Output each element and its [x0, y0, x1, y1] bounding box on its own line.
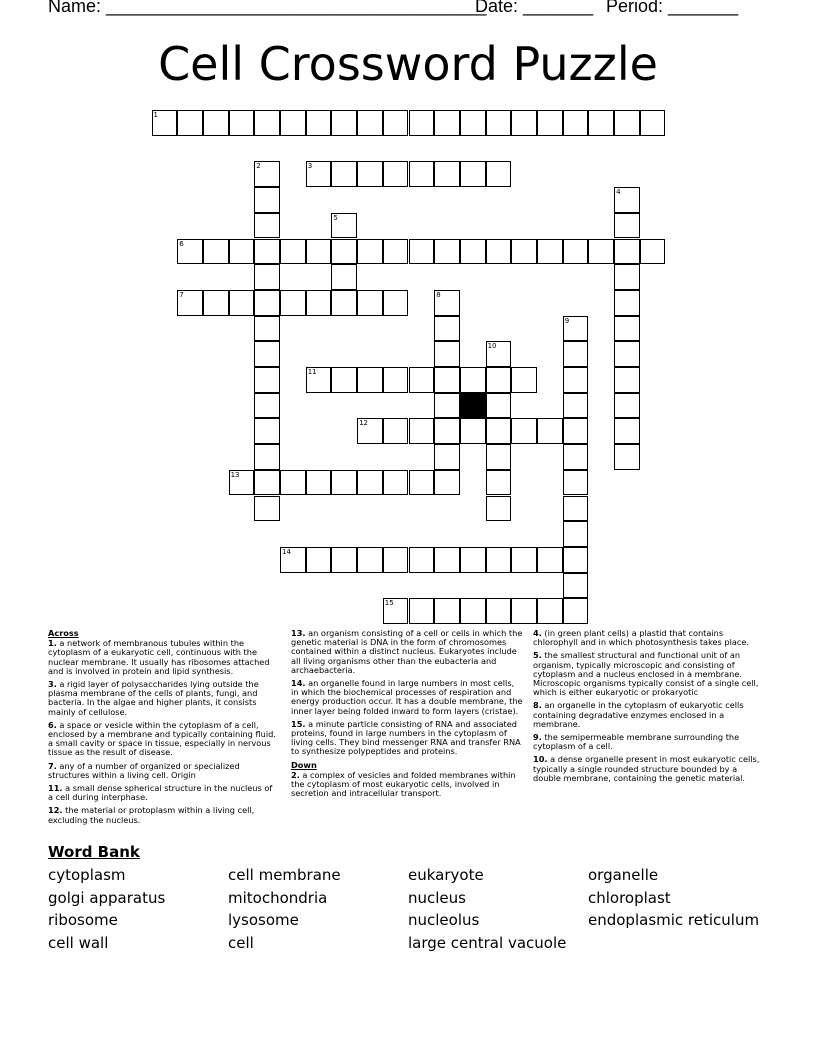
- crossword-cell[interactable]: [280, 547, 306, 573]
- black-square: [460, 393, 486, 419]
- crossword-cell[interactable]: [511, 239, 537, 265]
- crossword-cell[interactable]: [563, 470, 589, 496]
- word-bank-item: chloroplast: [588, 888, 671, 907]
- clue-down: 2. a complex of vesicles and folded membranes within the cytoplasm of most eukaryotic cells, involved in secretion and intracellular transport.: [291, 769, 516, 799]
- clue-number: 3: [307, 162, 313, 171]
- clue-across: 14. an organelle found in large numbers in most cells, in which the biochemical processes of respiration and energy production occur. It has a double membrane, the inner layer being folded inward to form layers (cristae).: [291, 678, 523, 716]
- period-field[interactable]: Period: _______: [606, 0, 739, 16]
- crossword-cell[interactable]: [434, 444, 460, 470]
- word-bank-item: golgi apparatus: [48, 888, 166, 907]
- down-heading: Down: [291, 759, 317, 770]
- crossword-cell[interactable]: [563, 239, 589, 265]
- crossword-cell[interactable]: [254, 161, 280, 187]
- crossword-cell[interactable]: [511, 547, 537, 573]
- crossword-cell[interactable]: [460, 547, 486, 573]
- crossword-cell[interactable]: [306, 110, 332, 136]
- crossword-cell[interactable]: [640, 239, 666, 265]
- crossword-cell[interactable]: [203, 110, 229, 136]
- crossword-cell[interactable]: [614, 239, 640, 265]
- crossword-cell[interactable]: [409, 239, 435, 265]
- crossword-cell[interactable]: [357, 367, 383, 393]
- crossword-cell[interactable]: [486, 161, 512, 187]
- crossword-cell[interactable]: [511, 598, 537, 624]
- crossword-cell[interactable]: [614, 290, 640, 316]
- crossword-cell[interactable]: [486, 341, 512, 367]
- crossword-cell[interactable]: [537, 239, 563, 265]
- crossword-cell[interactable]: [409, 470, 435, 496]
- crossword-cell[interactable]: [331, 110, 357, 136]
- crossword-cell[interactable]: [409, 418, 435, 444]
- crossword-cell[interactable]: [434, 341, 460, 367]
- crossword-cell[interactable]: [563, 521, 589, 547]
- clue-across: 3. a rigid layer of polysaccharides lying outside the plasma membrane of the cells of plants, fungi, and bacteria. In the algae and higher plants, it consists mainly of cellulose.: [48, 679, 259, 717]
- crossword-cell[interactable]: [563, 444, 589, 470]
- crossword-cell[interactable]: [331, 547, 357, 573]
- crossword-cell[interactable]: [614, 213, 640, 239]
- name-field[interactable]: Name: ______________________________________: [48, 0, 487, 16]
- crossword-cell[interactable]: [357, 110, 383, 136]
- crossword-cell[interactable]: [434, 470, 460, 496]
- word-bank-item: cell membrane: [228, 866, 341, 884]
- crossword-cell[interactable]: [434, 316, 460, 342]
- clue-down: 5. the smallest structural and functional unit of an organism, typically microscopic and consisting of cytoplasm and a nucleus enclosed in a membrane. Microscopic organisms typically consist of a single cell, which is either eukaryotic or prokaryotic: [533, 650, 759, 698]
- crossword-cell[interactable]: [409, 161, 435, 187]
- crossword-cell[interactable]: [614, 444, 640, 470]
- crossword-cell[interactable]: [537, 547, 563, 573]
- crossword-cell[interactable]: [511, 110, 537, 136]
- clue-number: 8: [436, 290, 441, 299]
- crossword-cell[interactable]: [486, 393, 512, 419]
- clue-number: 14: [282, 547, 291, 556]
- crossword-cell[interactable]: [537, 110, 563, 136]
- crossword-cell[interactable]: [229, 470, 255, 496]
- clue-across: 12. the material or protoplasm within a living cell, excluding the nucleus.: [48, 805, 255, 825]
- clue-across: 13. an organism consisting of a cell or cells in which the genetic material is DNA in the form of chromosomes contained within a distinct nucleus. Eukaryotes include all living organisms other than the eubacteria and archaebacteria.: [291, 628, 523, 675]
- crossword-cell[interactable]: [357, 470, 383, 496]
- clue-across: 6. a space or vesicle within the cytoplasm of a cell, enclosed by a membrane and typically containing fluid. a small cavity or space in tissue, especially in nervous tissue as the result of disease.: [48, 719, 276, 758]
- crossword-cell[interactable]: [357, 239, 383, 265]
- page-title: Cell Crossword Puzzle: [158, 37, 658, 91]
- crossword-cell[interactable]: [563, 110, 589, 136]
- crossword-cell[interactable]: [588, 239, 614, 265]
- crossword-cell[interactable]: [383, 367, 409, 393]
- crossword-cell[interactable]: [409, 547, 435, 573]
- crossword-cell[interactable]: [460, 110, 486, 136]
- crossword-cell[interactable]: [306, 547, 332, 573]
- clue-down: 8. an organelle in the cytoplasm of eukaryotic cells containing degradative enzymes enclosed in a membrane.: [533, 700, 744, 729]
- crossword-cell[interactable]: [306, 161, 332, 187]
- crossword-cell[interactable]: [331, 161, 357, 187]
- clue-across: 7. any of a number of organized or specialized structures within a living cell. Origin: [48, 760, 240, 780]
- crossword-cell[interactable]: [177, 290, 203, 316]
- word-bank-item: cytoplasm: [48, 866, 126, 884]
- crossword-cell[interactable]: [511, 418, 537, 444]
- clue-down: 10. a dense organelle present in most eukaryotic cells, typically a single rounded structure bounded by a double membrane, containing the genetic material.: [533, 754, 760, 783]
- crossword-cell[interactable]: [614, 110, 640, 136]
- crossword-cell[interactable]: [486, 598, 512, 624]
- crossword-cell[interactable]: [563, 418, 589, 444]
- crossword-cell[interactable]: [614, 316, 640, 342]
- word-bank-item: endoplasmic reticulum: [588, 911, 760, 930]
- crossword-cell[interactable]: [331, 470, 357, 496]
- clue-number: 15: [384, 599, 394, 608]
- crossword-cell[interactable]: [331, 264, 357, 290]
- crossword-cell[interactable]: [383, 418, 409, 444]
- crossword-cell[interactable]: [280, 290, 306, 316]
- crossword-cell[interactable]: [434, 598, 460, 624]
- crossword-cell[interactable]: [357, 161, 383, 187]
- crossword-cell[interactable]: [306, 367, 332, 393]
- clues-column-2: [291, 629, 523, 802]
- crossword-cell[interactable]: [383, 290, 409, 316]
- crossword-cell[interactable]: [588, 110, 614, 136]
- crossword-cell[interactable]: [409, 110, 435, 136]
- word-bank-item: organelle: [588, 866, 659, 884]
- crossword-cell[interactable]: [614, 418, 640, 444]
- crossword-cell[interactable]: [511, 367, 537, 393]
- crossword-cell[interactable]: [563, 496, 589, 522]
- crossword-cell[interactable]: [537, 598, 563, 624]
- word-bank-item: eukaryote: [408, 866, 484, 884]
- crossword-cell[interactable]: [460, 161, 486, 187]
- crossword-cell[interactable]: [486, 496, 512, 522]
- crossword-cell[interactable]: [254, 341, 280, 367]
- crossword-cell[interactable]: [460, 598, 486, 624]
- crossword-cell[interactable]: [486, 470, 512, 496]
- across-heading: Across: [48, 628, 79, 638]
- crossword-cell[interactable]: [563, 598, 589, 624]
- crossword-cell[interactable]: [254, 110, 280, 136]
- crossword-cell[interactable]: [537, 418, 563, 444]
- crossword-cell[interactable]: [383, 598, 409, 624]
- clue-number: 4: [616, 188, 621, 197]
- crossword-cell[interactable]: [434, 393, 460, 419]
- crossword-cell[interactable]: [229, 110, 255, 136]
- clue-number: 12: [359, 419, 369, 428]
- crossword-cell[interactable]: [357, 418, 383, 444]
- crossword-cell[interactable]: [177, 110, 203, 136]
- crossword-cell[interactable]: [614, 393, 640, 419]
- crossword-cell[interactable]: [383, 547, 409, 573]
- crossword-cell[interactable]: [229, 239, 255, 265]
- crossword-cell[interactable]: [614, 341, 640, 367]
- crossword-cell[interactable]: [563, 393, 589, 419]
- crossword-cell[interactable]: [254, 264, 280, 290]
- clue-number: 13: [230, 470, 240, 479]
- crossword-cell[interactable]: [409, 367, 435, 393]
- clue-down: 4. (in green plant cells) a plastid that contains chlorophyll and in which photosynthesis takes place.: [533, 628, 750, 648]
- crossword-cell[interactable]: [383, 161, 409, 187]
- crossword-cell[interactable]: [280, 110, 306, 136]
- crossword-cell[interactable]: [434, 290, 460, 316]
- crossword-cell[interactable]: [486, 444, 512, 470]
- crossword-cell[interactable]: [434, 239, 460, 265]
- crossword-cell[interactable]: [486, 547, 512, 573]
- date-field[interactable]: Date: _______: [475, 0, 594, 16]
- crossword-cell[interactable]: [254, 367, 280, 393]
- crossword-cell[interactable]: [383, 239, 409, 265]
- crossword-cell[interactable]: [614, 264, 640, 290]
- crossword-cell[interactable]: [434, 367, 460, 393]
- crossword-cell[interactable]: [254, 187, 280, 213]
- crossword-cell[interactable]: [563, 316, 589, 342]
- crossword-cell[interactable]: [486, 110, 512, 136]
- crossword-cell[interactable]: [383, 110, 409, 136]
- clue-number: 6: [179, 239, 184, 248]
- crossword-cell[interactable]: [331, 290, 357, 316]
- word-bank-item: nucleus: [408, 888, 466, 907]
- word-bank-item: nucleolus: [408, 911, 480, 930]
- crossword-cell[interactable]: [486, 418, 512, 444]
- crossword-cell[interactable]: [306, 239, 332, 265]
- crossword-cell[interactable]: [434, 110, 460, 136]
- crossword-cell[interactable]: [254, 290, 280, 316]
- crossword-cell[interactable]: [331, 367, 357, 393]
- clue-number: 2: [256, 162, 261, 171]
- crossword-cell[interactable]: [563, 547, 589, 573]
- crossword-cell[interactable]: [563, 341, 589, 367]
- word-bank-item: ribosome: [48, 911, 118, 930]
- crossword-cell[interactable]: [254, 316, 280, 342]
- crossword-cell[interactable]: [460, 367, 486, 393]
- clue-across: 1. a network of membranous tubules within the cytoplasm of a eukaryotic cell, continuous with the nuclear membrane. It usually has ribosomes attached and is involved in protein and lipid synthesis.: [48, 638, 270, 676]
- crossword-cell[interactable]: [434, 547, 460, 573]
- crossword-cell[interactable]: [563, 367, 589, 393]
- clue-down: 9. the semipermeable membrane surrounding the cytoplasm of a cell.: [533, 732, 740, 752]
- clues-column-1: [48, 629, 276, 829]
- crossword-cell[interactable]: [640, 110, 666, 136]
- crossword-cell[interactable]: [152, 110, 178, 136]
- clue-number: 5: [333, 213, 338, 222]
- crossword-cell[interactable]: [254, 418, 280, 444]
- crossword-cell[interactable]: [254, 496, 280, 522]
- crossword-cell[interactable]: [280, 470, 306, 496]
- crossword-cell[interactable]: [357, 547, 383, 573]
- crossword-cell[interactable]: [486, 367, 512, 393]
- crossword-cell[interactable]: [254, 444, 280, 470]
- crossword-cell[interactable]: [434, 161, 460, 187]
- crossword-cell[interactable]: [460, 418, 486, 444]
- crossword-cell[interactable]: [280, 239, 306, 265]
- clues-column-3: [533, 629, 767, 787]
- crossword-cell[interactable]: [563, 573, 589, 599]
- crossword-cell[interactable]: [331, 239, 357, 265]
- crossword-cell[interactable]: [614, 187, 640, 213]
- crossword-cell[interactable]: [254, 213, 280, 239]
- clue-number: 10: [487, 342, 497, 351]
- crossword-cell[interactable]: [460, 239, 486, 265]
- crossword-cell[interactable]: [203, 239, 229, 265]
- word-bank-item: lysosome: [228, 911, 299, 930]
- word-bank-item: cell wall: [48, 933, 109, 952]
- crossword-cell[interactable]: [254, 393, 280, 419]
- clue-across: 11. a small dense spherical structure in the nucleus of a cell during interphase.: [48, 783, 273, 803]
- crossword-cell[interactable]: [203, 290, 229, 316]
- clue-number: 11: [307, 368, 317, 376]
- clue-number: 1: [153, 111, 158, 119]
- crossword-cell[interactable]: [306, 470, 332, 496]
- crossword-cell[interactable]: [434, 418, 460, 444]
- word-bank-item: large central vacuole: [408, 933, 567, 952]
- crossword-cell[interactable]: [486, 239, 512, 265]
- crossword-cell[interactable]: [306, 290, 332, 316]
- crossword-cell[interactable]: [383, 470, 409, 496]
- crossword-cell[interactable]: [331, 213, 357, 239]
- clue-across: 15. a minute particle consisting of RNA and associated proteins, found in large numbers in the cytoplasm of living cells. They bind messenger RNA and transfer RNA to synthesize polypeptides and proteins.: [291, 718, 521, 757]
- clue-number: 9: [564, 316, 570, 325]
- crossword-cell[interactable]: [229, 290, 255, 316]
- crossword-cell[interactable]: [177, 239, 203, 265]
- crossword-cell[interactable]: [254, 470, 280, 496]
- word-bank-item: cell: [228, 933, 254, 952]
- crossword-cell[interactable]: [409, 598, 435, 624]
- crossword-cell[interactable]: [357, 290, 383, 316]
- clue-number: 7: [179, 290, 184, 299]
- word-bank-item: mitochondria: [228, 888, 328, 907]
- crossword-cell[interactable]: [614, 367, 640, 393]
- crossword-cell[interactable]: [254, 239, 280, 265]
- word-bank-title: Word Bank: [48, 843, 140, 861]
